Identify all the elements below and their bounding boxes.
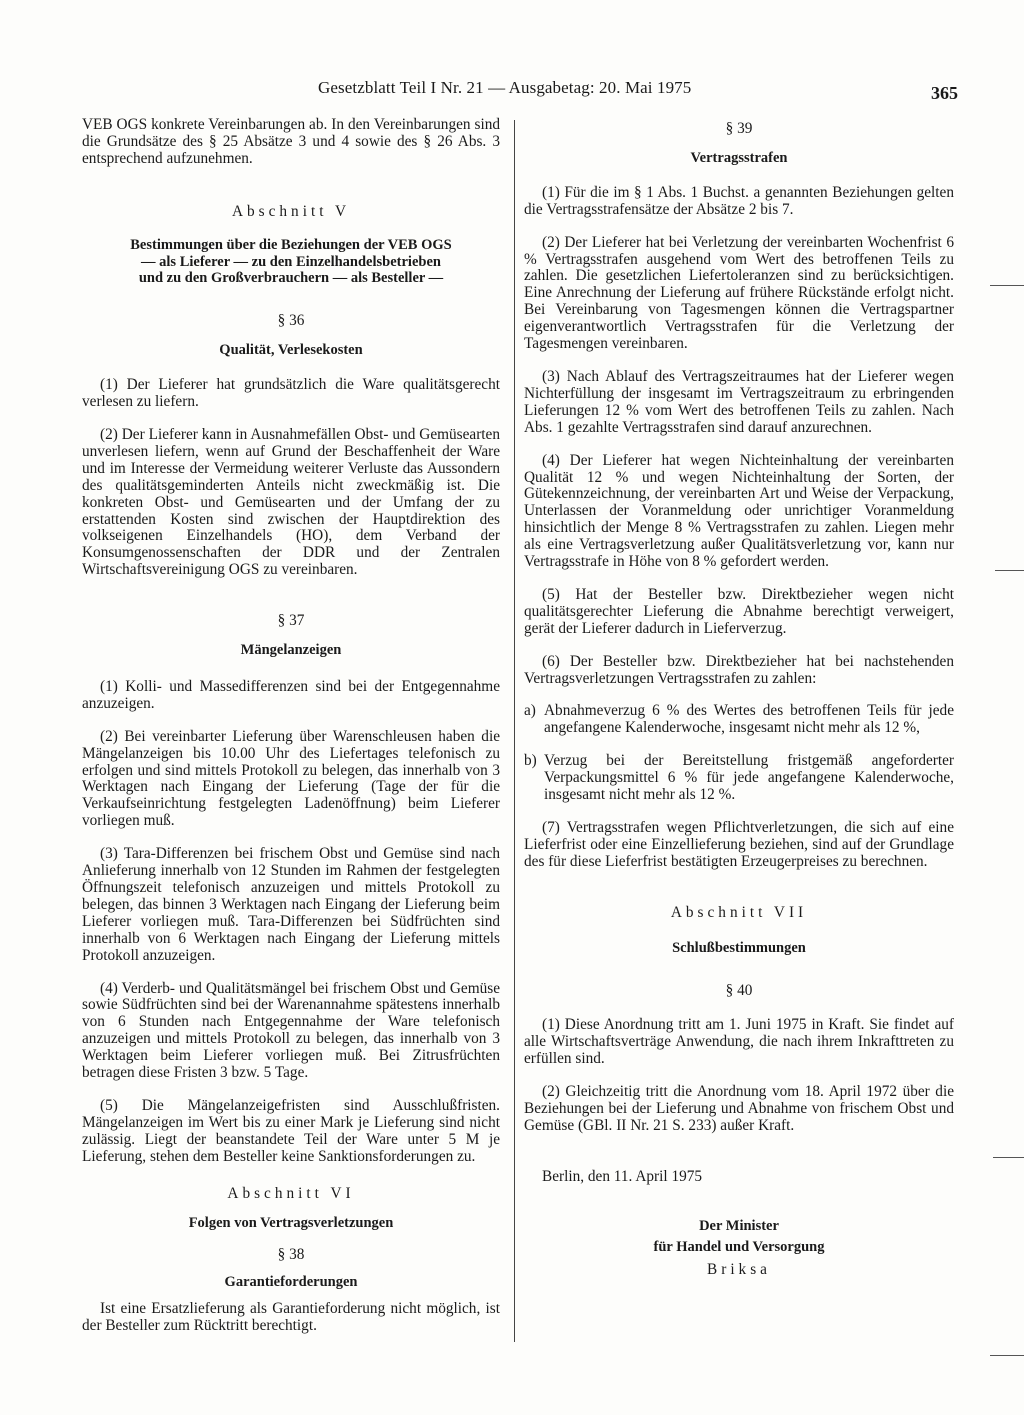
paragraph-37-2: (2) Bei vereinbarter Lieferung über Warenschleusen haben die Mängelanzeigen bis 10.00 Uhr des Liefertages telefonisch zu erfolgen und sind mittels Protokoll zu belegen, das innerhalb von 3 Werktagen nach Eingang der Lieferung (Tage der für die Verkaufseinrichtung festgelegten Ladenöffnung) beim Lieferer vorliegen muß. [82, 727, 500, 830]
section-heading-vi: Abschnitt VI [227, 1184, 355, 1202]
margin-mark [990, 285, 1024, 286]
paragraph-37-5: (5) Die Mängelanzeigefristen sind Ausschlußfristen. Mängelanzeigen im Wert bis zu einer Mark je Lieferung sind nicht zulässig. Liegt der beanstandete Teil der Ware unter 5 M je Lieferung, stehen dem Besteller keine Sanktionsforderungen zu. [82, 1096, 500, 1165]
margin-mark [993, 1157, 1024, 1158]
margin-mark [995, 570, 1024, 571]
paragraph-39-5: (5) Hat der Besteller bzw. Direktbezieher wegen nicht qualitätsgerechter Lieferung die Abnahme berechtigt verweigert, gerät der Lieferer dadurch in Lieferverzug. [524, 585, 954, 637]
section-title-vii: Schlußbestimmungen [672, 939, 806, 956]
section-heading-vii: Abschnitt VII [670, 903, 808, 921]
list-item-b [524, 753, 954, 804]
paragraph-number-39: § 39 [725, 120, 753, 137]
paragraph-number-36: § 36 [277, 312, 305, 330]
list-text-b: Verzug bei der Bereitstellung fristgemäß angeforderter Verpackungsmittel 6 % für jede angefangene Kalenderwoche, insgesamt nicht mehr als 12 %. [544, 752, 954, 804]
list-label-b: b) [524, 752, 537, 770]
page-number: 365 [931, 83, 958, 103]
paragraph-40-2: (2) Gleichzeitig tritt die Anordnung vom 18. April 1972 über die Beziehungen bei der Lieferung und Abnahme von frischem Obst und Gemüse (GBl. II Nr. 21 S. 233) außer Kraft. [524, 1083, 954, 1134]
list-label-a: a) [524, 702, 536, 720]
column-divider [514, 120, 515, 1342]
paragraph-39-7: (7) Vertragsstrafen wegen Pflichtverletzungen, die sich auf eine Lieferfrist oder eine Einzellieferung beziehen, sind auf der Grundlage des für diese Lieferfrist bestätigten Erzeugerpreises zu berechnen. [524, 819, 954, 870]
section-title-v-line3: und zu den Großverbrauchern — als Besteller — [138, 270, 444, 287]
paragraph-39-6: (6) Der Besteller bzw. Direktbezieher hat bei nachstehenden Vertragsverletzungen Vertragsstrafen zu zahlen: [524, 652, 954, 687]
section-title-v-line2: — als Lieferer — zu den Einzelhandelsbetrieben [141, 253, 441, 270]
paragraph-36-1: (1) Der Lieferer hat grundsätzlich die Ware qualitätsgerecht verlesen zu liefern. [82, 376, 500, 411]
list-item-a [524, 703, 954, 737]
paragraph-39-4: (4) Der Lieferer hat wegen Nichteinhaltung der vereinbarten Qualität 12 % und wegen Nichteinhaltung der Sorten, der Gütekennzeichnung, der vereinbarten Art und Weise der Verpackung, Unterlassen der Voranmeldung oder unrichtiger Voranmeldung hinsichtlich der Menge 8 % Vertragsstrafen zu zahlen. Liegen mehr als eine Vertragsverletzung außer Qualitätsverletzung vor, kann nur Vertragsstrafe in Höhe von 8 % gefordert werden. [524, 451, 954, 571]
paragraph-39-3: (3) Nach Ablauf des Vertragszeitraumes hat der Lieferer wegen Nichterfüllung der insgesamt im Vertragszeitraum zu erbringenden Lieferungen 12 % vom Wert des betroffenen Teils zu zahlen. Nach Abs. 1 gezahlte Vertragsstrafen sind darauf anzurechnen. [524, 367, 954, 436]
paragraph-number-38: § 38 [277, 1246, 305, 1264]
page-header [60, 78, 960, 108]
paragraph-39-2: (2) Der Lieferer hat bei Verletzung der vereinbarten Wochenfrist 6 % Vertragsstrafen ausgehend vom Wert des betroffenen Teils zu zahlen. Die gesetzlichen Liefertoleranzen sind zu berücksichtigen. Eine Anrechnung der Lieferung auf frühere Rückstände erfolgt nicht. Bei Vereinbarung von Tagesmengen können die Vertragspartner eigenverantwortlich Vertragsstrafen für die Verletzung der Tagesmengen vereinbaren. [524, 233, 954, 353]
right-column [524, 117, 954, 1279]
paragraph-37-4: (4) Verderb- und Qualitätsmängel bei frischem Obst und Gemüse sowie Südfrüchten sind bei der Warenannahme spätestens innerhalb von 6 Stunden nach Entgegennahme der Ware telefonisch anzuzeigen und mittels Protokoll zu belegen, das innerhalb von 3 Werktagen beim Lieferer vorliegen muß. Bei Zitrusfrüchten betragen diese Fristen 3 bzw. 5 Tage. [82, 979, 500, 1082]
paragraph-title-39: Vertragsstrafen [690, 149, 788, 166]
paragraph-36-2: (2) Der Lieferer kann in Ausnahmefällen Obst- und Gemüsearten unverlesen liefern, wenn auf Grund der Beschaffenheit der Ware und im Interesse der Vermeidung weiterer Verluste das Aussondern des qualitätsgeminderten Anteils nicht zweckmäßig ist. Die konkreten Obst- und Gemüsearten und der Umfang der zu erstattenden Kosten sind zwischen der Hauptdirektion des volkseigenen Einzelhandels (HO), dem Verband der Konsumgenossenschaften der DDR und der Zentralen Wirtschaftsvereinigung OGS zu vereinbaren. [82, 425, 500, 579]
paragraph-37-3: (3) Tara-Differenzen bei frischem Obst und Gemüse sind nach Anlieferung innerhalb von 12 Stunden im Rahmen der festgelegten Öffnungszeit telefonisch anzuzeigen und mittels Protokoll zu belegen, das binnen 3 Werktagen nach Eingang der Lieferung beim Lieferer vorliegen muß. Tara-Differenzen bei Südfrüchten sind innerhalb von 6 Werktagen nach Eingang der Lieferung mittels Protokoll anzuzeigen. [82, 845, 500, 964]
left-column [82, 117, 500, 1335]
paragraph-37-1: (1) Kolli- und Massedifferenzen sind bei der Entgegennahme anzuzeigen. [82, 677, 500, 712]
gazette-title: Gesetzblatt Teil I Nr. 21 — Ausgabetag: 20. Mai 1975 [318, 78, 692, 97]
place-date: Berlin, den 11. April 1975 [542, 1167, 703, 1185]
section-heading-v: Abschnitt V [231, 202, 351, 220]
paragraph-38-1: Ist eine Ersatzlieferung als Garantieforderung nicht möglich, ist der Besteller zum Rücktritt berechtigt. [82, 1300, 500, 1335]
intro-paragraph: VEB OGS konkrete Vereinbarungen ab. In den Vereinbarungen sind die Grundsätze des § 25 Absätze 3 und 4 sowie des § 26 Abs. 3 entsprechend aufzunehmen. [82, 116, 500, 167]
paragraph-number-40: § 40 [725, 981, 753, 999]
margin-mark [990, 1355, 1024, 1356]
list-text-a: Abnahmeverzug 6 % des Wertes des betroffenen Teils für jede angefangene Kalenderwoche, insgesamt nicht mehr als 12 %, [544, 702, 954, 737]
signatory-title: Der Minister [699, 1217, 779, 1234]
signatory-name: Briksa [707, 1260, 771, 1278]
paragraph-39-1: (1) Für die im § 1 Abs. 1 Buchst. a genannten Beziehungen gelten die Vertragsstrafensätze der Absätze 2 bis 7. [524, 183, 954, 218]
section-title-vi: Folgen von Vertragsverletzungen [188, 1214, 394, 1231]
signatory-ministry: für Handel und Versorgung [653, 1238, 825, 1255]
paragraph-title-38: Garantieforderungen [224, 1274, 358, 1291]
section-title-v-line1: Bestimmungen über die Beziehungen der VEB OGS [130, 236, 452, 253]
paragraph-title-37: Mängelanzeigen [240, 642, 342, 659]
paragraph-number-37: § 37 [277, 612, 305, 630]
paragraph-40-1: (1) Diese Anordnung tritt am 1. Juni 1975 in Kraft. Sie findet auf alle Wirtschaftsverträge Anwendung, die nach ihrem Inkrafttreten zu erfüllen sind. [524, 1016, 954, 1068]
paragraph-title-36: Qualität, Verlesekosten [219, 342, 363, 359]
